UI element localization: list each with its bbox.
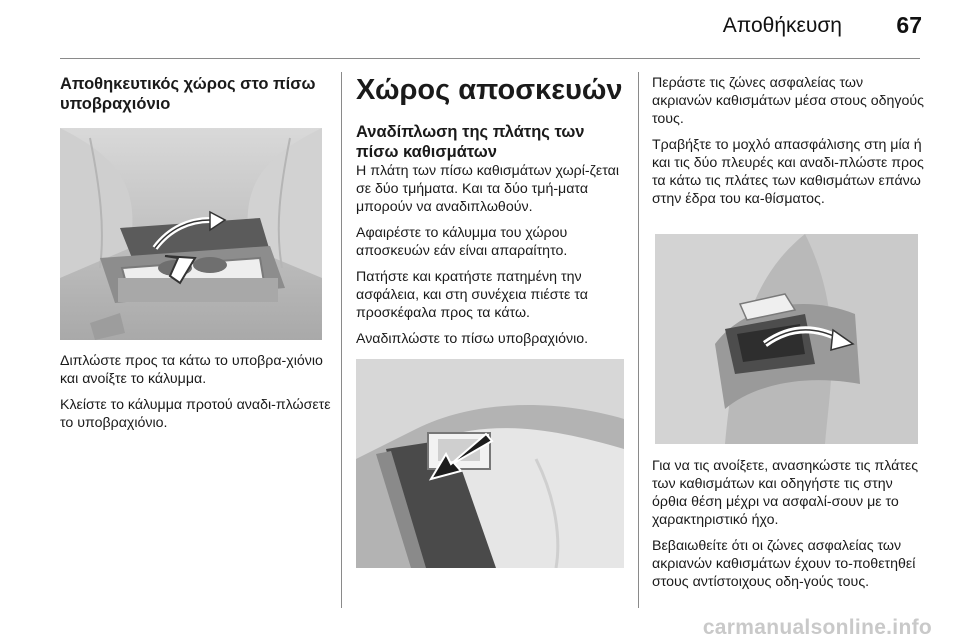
column-1 [60,74,330,114]
paragraph: Για να τις ανοίξετε, ανασηκώστε τις πλάτες των καθισμάτων και οδηγήστε τις στην όρθια θέση μέχρι να ασφαλί-σουν με το χαρακτηριστικό ήχο. [652,458,919,528]
column-divider-2 [638,72,639,608]
paragraph: Η πλάτη των πίσω καθισμάτων χωρί-ζεται σε δύο τμήματα. Και τα δύο τμή-ματα μπορούν να αναδιπλωθούν. [356,163,619,215]
paragraph: Περάστε τις ζώνες ασφαλείας των ακριανών καθισμάτων μέσα στους οδηγούς τους. [652,75,924,127]
column-1-body [60,352,332,440]
paragraph: Αναδιπλώστε το πίσω υποβραχιόνιο. [356,331,589,347]
paragraph: Βεβαιωθείτε ότι οι ζώνες ασφαλείας των ακριανών καθισμάτων έχουν το-ποθετηθεί στους αντίστοιχους οδη-γούς τους. [652,538,916,590]
page-number: 67 [896,12,922,38]
watermark: carmanualsonline.info [702,616,932,639]
column-3-body [652,457,924,599]
section-title-armrest: Αποθηκευτικός χώρος στο πίσω υποβραχιόνιο [60,75,316,113]
page-header-title: Αποθήκευση [722,14,842,37]
column-2 [356,74,631,356]
header-divider [60,58,920,59]
seat-lever-illustration [655,234,918,444]
paragraph: Πατήστε και κρατήστε πατημένη την ασφάλεια, και στη συνέχεια πιέστε τα προσκέφαλα προς τα κάτω. [356,269,588,321]
seat-release-button-illustration [356,359,624,568]
column-divider-1 [341,72,342,608]
paragraph: Τραβήξτε το μοχλό απασφάλισης στη μία ή και τις δύο πλευρές και αναδι-πλώστε προς τα κάτω τις πλάτες των καθισμάτων επάνω στην έδρα του κα-θίσματος. [652,137,924,207]
paragraph: Διπλώστε προς τα κάτω το υποβρα-χιόνιο και ανοίξτε το κάλυμμα. [60,353,323,387]
armrest-storage-illustration [60,128,322,340]
subsection-title-seat-fold: Αναδίπλωση της πλάτης των πίσω καθισμάτων [356,123,585,161]
chapter-title-luggage: Χώρος αποσκευών [356,74,623,106]
paragraph: Κλείστε το κάλυμμα προτού αναδι-πλώσετε το υποβραχιόνιο. [60,397,331,431]
paragraph: Αφαιρέστε το κάλυμμα του χώρου αποσκευών εάν είναι απαραίτητο. [356,225,568,259]
column-3 [652,74,924,216]
